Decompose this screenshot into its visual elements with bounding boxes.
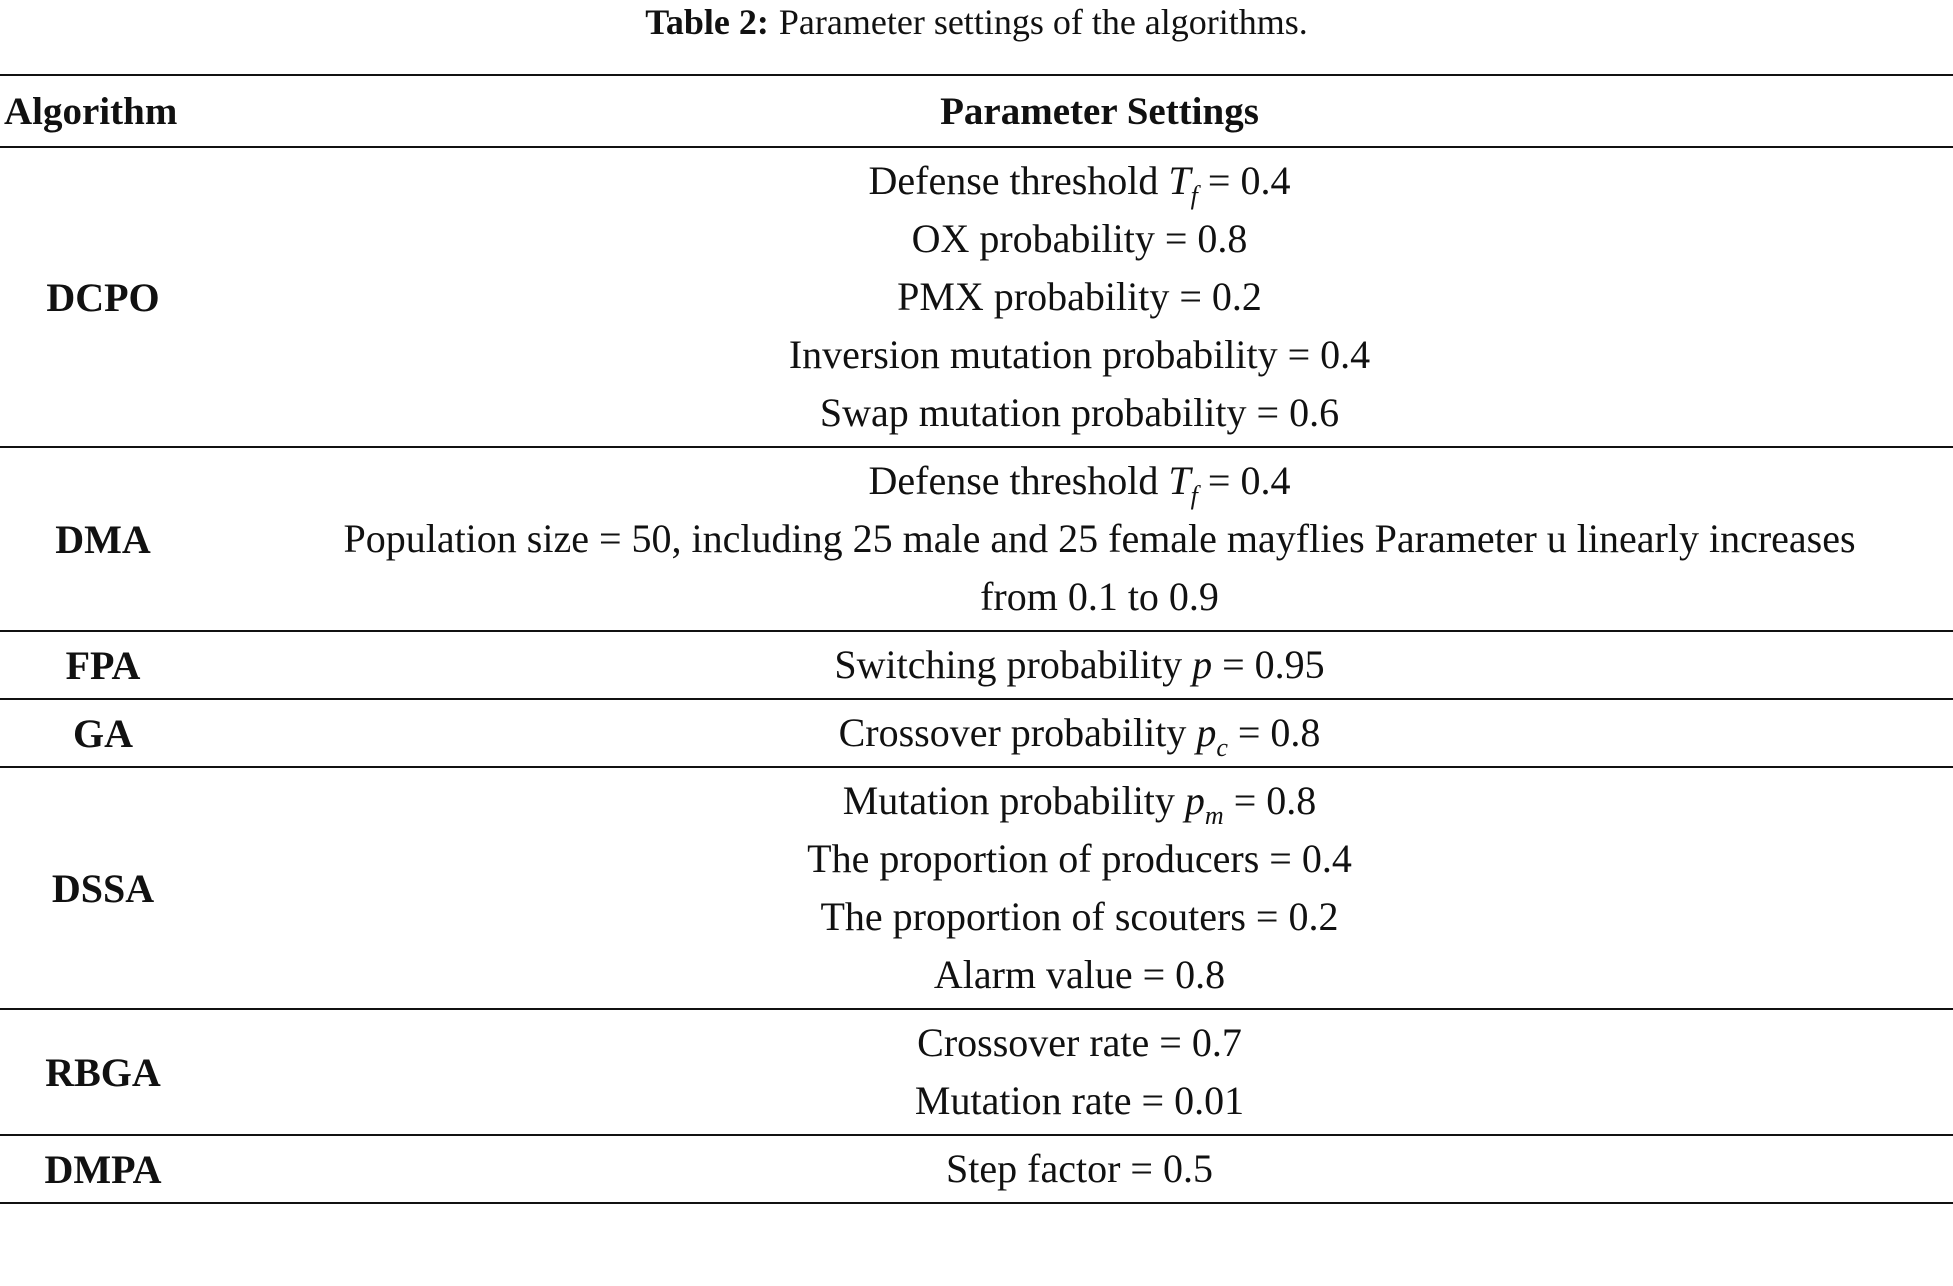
parameter-line [206,152,1953,210]
parameter-text: Inversion mutation probability = 0.4 [788,332,1371,377]
parameter-settings-cell [206,1009,1953,1135]
table-row [0,1135,1953,1203]
table-row [0,447,1953,631]
algorithm-name-cell: DSSA [51,865,155,911]
table-row [0,699,1953,767]
algorithm-name-cell: FPA [65,642,141,688]
parameter-text: Crossover rate = 0.7 [917,1020,1242,1065]
parameter-line [206,452,1953,510]
parameter-line [206,704,1953,762]
parameter-text: Defense threshold [868,458,1169,503]
parameter-text: Swap mutation probability = 0.6 [819,390,1340,435]
parameter-text: Switching probability [834,642,1193,687]
parameter-symbol: p [1192,642,1213,687]
parameter-value: = 0.4 [1197,158,1291,203]
parameter-line [206,1072,1953,1130]
header-parameter-settings: Parameter Settings [940,89,1259,133]
parameter-subscript: f [1190,481,1198,510]
parameter-line [206,888,1953,946]
parameter-text: The proportion of producers = 0.4 [807,836,1352,881]
parameter-settings-cell [206,767,1953,1009]
parameter-text: Mutation rate = 0.01 [914,1078,1245,1123]
parameter-symbol: T [1168,458,1191,503]
parameter-symbol: p [1196,710,1217,755]
parameter-settings-cell [206,447,1953,631]
parameter-line [206,772,1953,830]
parameter-line [206,326,1953,384]
parameter-table-container [0,74,1953,1204]
parameter-symbol: T [1168,158,1191,203]
parameter-line [206,636,1953,694]
header-algorithm: Algorithm [4,89,178,133]
parameter-line [206,384,1953,442]
parameter-value: = 0.4 [1197,458,1291,503]
algorithm-name-cell: DCPO [46,274,160,320]
parameter-line [206,510,1953,626]
parameter-value: = 0.95 [1212,642,1325,687]
parameter-table [0,74,1953,1204]
table-row [0,147,1953,447]
algorithm-name-cell: GA [73,710,133,756]
caption-label: Table 2: [645,2,769,42]
parameter-line [206,1140,1953,1198]
parameter-text: Population size = 50, including 25 male and 25 female mayflies Parameter u linearly increases from 0.1 to 0.9 [343,516,1856,619]
parameter-subscript: f [1190,181,1198,210]
parameter-line [206,946,1953,1004]
parameter-text: PMX probability = 0.2 [897,274,1262,319]
table-body [0,147,1953,1203]
parameter-line [206,210,1953,268]
parameter-text: Mutation probability [842,778,1185,823]
algorithm-name-cell: DMPA [44,1146,162,1192]
parameter-line [206,830,1953,888]
parameter-value: = 0.8 [1223,778,1317,823]
parameter-text: Alarm value = 0.8 [933,952,1226,997]
parameter-text: Defense threshold [868,158,1169,203]
parameter-settings-cell [206,631,1953,699]
algorithm-name-cell: DMA [55,516,151,562]
parameter-line-wrap [330,510,1870,626]
parameter-text: Crossover probability [838,710,1197,755]
parameter-settings-cell [206,699,1953,767]
parameter-subscript: m [1204,801,1224,830]
table-header-row [0,75,1953,147]
parameter-line [206,268,1953,326]
parameter-text: OX probability = 0.8 [911,216,1248,261]
parameter-text: The proportion of scouters = 0.2 [820,894,1339,939]
table-row [0,631,1953,699]
caption-text: Parameter settings of the algorithms. [778,2,1308,42]
parameter-subscript: c [1216,733,1228,762]
table-row [0,1009,1953,1135]
parameter-text: Step factor = 0.5 [946,1146,1213,1191]
parameter-value: = 0.8 [1227,710,1321,755]
parameter-symbol: p [1184,778,1205,823]
algorithm-name-cell: RBGA [45,1049,161,1095]
table-row [0,767,1953,1009]
parameter-settings-cell [206,147,1953,447]
table-caption [0,2,1953,42]
parameter-line [206,1014,1953,1072]
parameter-settings-cell [206,1135,1953,1203]
